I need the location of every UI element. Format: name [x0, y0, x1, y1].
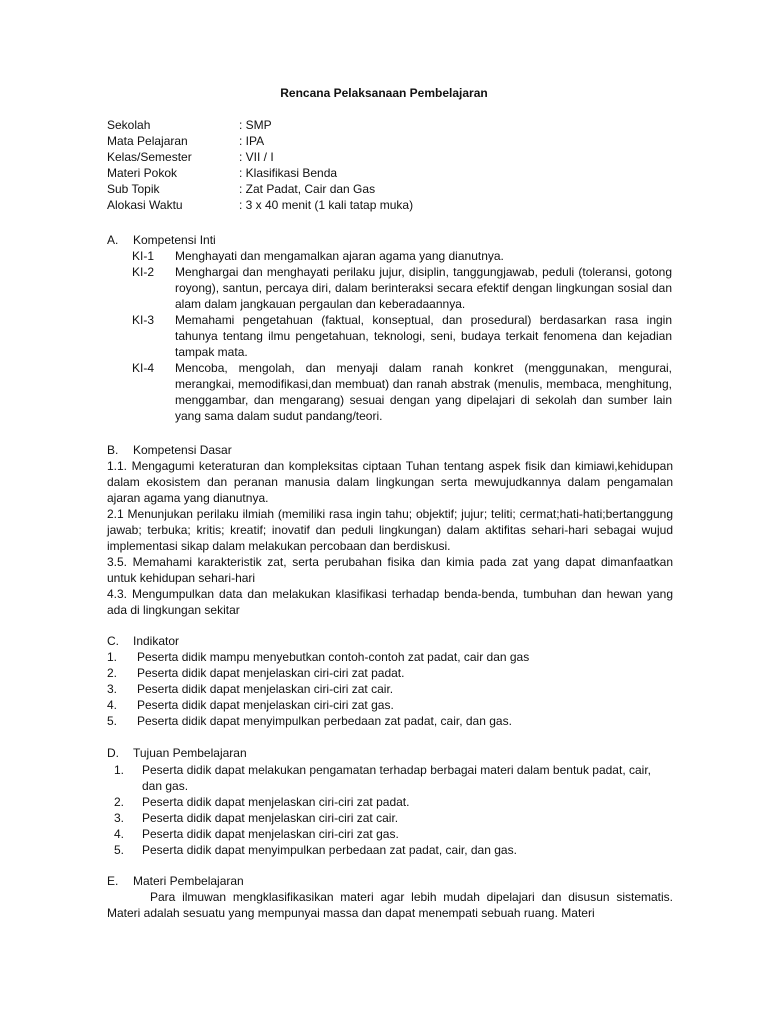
materi-paragraph: Para ilmuwan mengklasifikasikan materi agar lebih mudah dipelajari dan disusun sistematis. Materi adalah sesuatu yang mempunyai massa dan dapat menempati sebuah ruang. Materi [107, 890, 673, 920]
identity-label: Sekolah [107, 118, 151, 132]
identity-row [107, 165, 413, 181]
identity-label: Materi Pokok [107, 166, 178, 180]
identity-value: : 3 x 40 menit (1 kali tatap muka) [239, 198, 414, 212]
tujuan-item [107, 762, 673, 794]
section-title: Kompetensi Inti [133, 233, 216, 247]
tujuan-item [107, 842, 673, 858]
item-text: Peserta didik dapat menjelaskan ciri-ciri zat padat. [142, 795, 410, 809]
kompetensi-inti-list [132, 248, 672, 424]
identity-row [107, 149, 413, 165]
section-c-heading [107, 633, 179, 649]
kd-item: 4.3. Mengumpulkan data dan melakukan klasifikasi terhadap benda-benda, tumbuhan dan hewan yang ada di lingkungan sekitar [107, 587, 673, 617]
item-text: Peserta didik mampu menyebutkan contoh-contoh zat padat, cair dan gas [137, 650, 530, 664]
item-number: 1. [114, 763, 125, 777]
item-number: 1. [107, 650, 118, 664]
tujuan-list [107, 762, 673, 858]
section-letter: E. [107, 874, 119, 888]
ki-item [132, 264, 672, 312]
identity-row [107, 133, 413, 149]
indikator-item [107, 665, 673, 681]
identity-label: Mata Pelajaran [107, 134, 188, 148]
ki-item [132, 360, 672, 424]
identity-label: Kelas/Semester [107, 150, 192, 164]
kd-item: 1.1. Mengagumi keteraturan dan kompleksitas ciptaan Tuhan tentang aspek fisik dan kimiawi,kehidupan dalam ekosistem dan peranan manusia dalam lingkungan serta mewujudkannya dalam pengamalan ajaran agama yang dianutnya. [107, 459, 673, 505]
ki-code: KI-1 [132, 249, 155, 263]
section-title: Materi Pembelajaran [133, 874, 244, 888]
indikator-item [107, 649, 673, 665]
item-number: 3. [114, 811, 125, 825]
identity-value: : Klasifikasi Benda [239, 166, 338, 180]
ki-text: Menghargai dan menghayati perilaku jujur, disiplin, tanggungjawab, peduli (toleransi, gotong royong), santun, percaya diri, dalam berinteraksi secara efektif dengan lingkungan sosial dan alam dalam jangkauan pergaulan dan keberadaannya. [175, 265, 672, 311]
section-title: Indikator [133, 634, 180, 648]
item-text: Peserta didik dapat menjelaskan ciri-ciri zat cair. [142, 811, 399, 825]
identity-value: : Zat Padat, Cair dan Gas [239, 182, 376, 196]
ki-text: Memahami pengetahuan (faktual, konseptual, dan prosedural) berdasarkan rasa ingin tahunya tentang ilmu pengetahuan, teknologi, seni, budaya terkait fenomena dan kejadian tampak mata. [175, 313, 672, 359]
ki-code: KI-2 [132, 265, 155, 279]
item-number: 4. [107, 698, 118, 712]
indikator-item [107, 681, 673, 697]
section-letter: C. [107, 634, 119, 648]
item-text: Peserta didik dapat menjelaskan ciri-ciri zat gas. [137, 698, 394, 712]
ki-text: Mencoba, mengolah, dan menyaji dalam ranah konkret (menggunakan, mengurai, merangkai, memodifikasi,dan membuat) dan ranah abstrak (menulis, membaca, menghitung, menggambar, dan mengarang) sesuai dengan yang dipelajari di sekolah dan sumber lain yang sama dalam sudut pandang/teori. [175, 361, 672, 423]
identity-value: : SMP [239, 118, 272, 132]
identity-value: : VII / I [239, 150, 274, 164]
tujuan-item [107, 810, 673, 826]
kd-item: 2.1 Menunjukan perilaku ilmiah (memiliki rasa ingin tahu; objektif; jujur; teliti; cermat;hati-hati;bertanggung jawab; terbuka; kritis; kreatif; inovatif dan peduli lingkungan) dalam aktifitas sehari-hari sebagai wujud implementasi sikap dalam melakukan percobaan dan berdiskusi. [107, 507, 673, 553]
indikator-item [107, 713, 673, 729]
kompetensi-dasar-list [107, 458, 673, 618]
section-a-heading [107, 232, 216, 248]
identity-row [107, 181, 413, 197]
section-d-heading [107, 745, 247, 761]
section-title: Tujuan Pembelajaran [133, 746, 247, 760]
identity-label: Sub Topik [107, 182, 160, 196]
item-text: Peserta didik dapat menjelaskan ciri-ciri zat cair. [137, 682, 394, 696]
ki-code: KI-3 [132, 313, 155, 327]
ki-text: Menghayati dan mengamalkan ajaran agama yang dianutnya. [175, 249, 504, 263]
indikator-item [107, 697, 673, 713]
section-b-heading [107, 442, 232, 458]
item-number: 3. [107, 682, 118, 696]
ki-item [132, 312, 672, 360]
identity-row [107, 117, 413, 133]
identity-row [107, 197, 413, 213]
section-letter: A. [107, 233, 119, 247]
item-number: 5. [107, 714, 118, 728]
tujuan-item [107, 794, 673, 810]
document-title: Rencana Pelaksanaan Pembelajaran [280, 86, 488, 100]
item-text: Peserta didik dapat menyimpulkan perbedaan zat padat, cair, dan gas. [142, 843, 517, 857]
identity-value: : IPA [239, 134, 265, 148]
ki-item [132, 248, 672, 264]
section-letter: D. [107, 746, 119, 760]
item-number: 2. [107, 666, 118, 680]
kd-item: 3.5. Memahami karakteristik zat, serta perubahan fisika dan kimia pada zat yang dapat dimanfaatkan untuk kehidupan sehari-hari [107, 555, 673, 585]
section-title: Kompetensi Dasar [133, 443, 232, 457]
tujuan-item [107, 826, 673, 842]
section-letter: B. [107, 443, 119, 457]
item-number: 4. [114, 827, 125, 841]
item-text: Peserta didik dapat menjelaskan ciri-ciri zat gas. [142, 827, 399, 841]
item-number: 5. [114, 843, 125, 857]
ki-code: KI-4 [132, 361, 155, 375]
item-text: Peserta didik dapat melakukan pengamatan terhadap berbagai materi dalam bentuk padat, cair, dan gas. [142, 763, 651, 793]
section-e-heading [107, 873, 244, 889]
item-number: 2. [114, 795, 125, 809]
identity-table [107, 117, 413, 213]
item-text: Peserta didik dapat menyimpulkan perbedaan zat padat, cair, dan gas. [137, 714, 512, 728]
item-text: Peserta didik dapat menjelaskan ciri-ciri zat padat. [137, 666, 405, 680]
identity-label: Alokasi Waktu [107, 198, 183, 212]
indikator-list [107, 649, 673, 729]
